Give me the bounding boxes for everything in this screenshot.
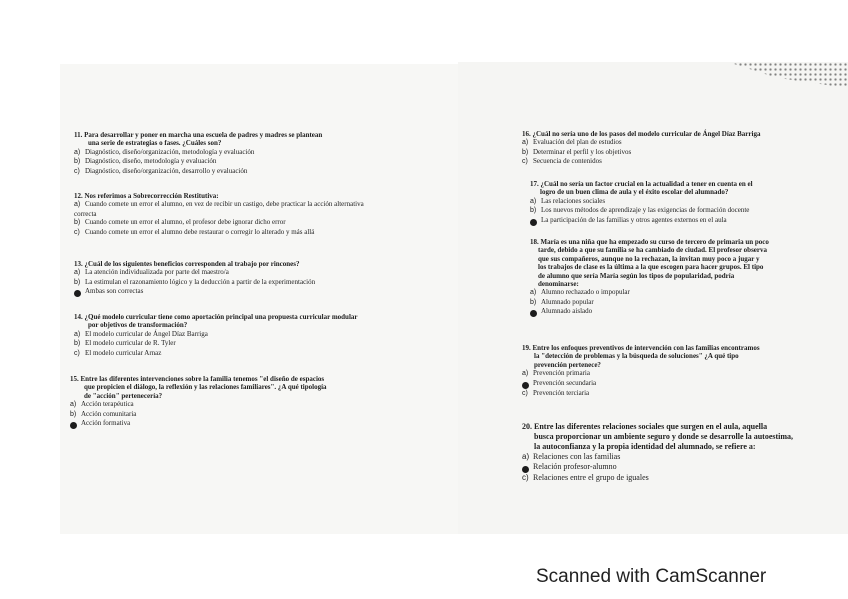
question-13 — [74, 260, 315, 297]
option-letter: b) — [530, 298, 537, 306]
answer-option[interactable] — [74, 278, 315, 287]
option-text: Cuando comete un error el alumno debe restaurar o corregir lo alterado y más allá — [85, 227, 315, 236]
option-letter: a) — [522, 452, 530, 461]
option-letter: a) — [74, 330, 81, 338]
option-text: El modelo curricular de R. Tyler — [85, 339, 176, 348]
answer-option[interactable] — [522, 138, 760, 147]
question-title-line: una serie de estrategias o fases. ¿Cuáles son? — [88, 139, 222, 148]
selected-circle-mark — [522, 382, 529, 389]
question-17 — [530, 180, 753, 226]
question-12 — [74, 192, 374, 237]
answer-option[interactable] — [74, 148, 322, 157]
question-title-line: 17. ¿Cuál no sería un factor crucial en la actualidad a tener en cuenta en el — [530, 180, 753, 188]
option-letter — [70, 420, 81, 429]
option-text: El modelo curricular de Ángel Díaz Barriga — [85, 329, 208, 338]
answer-option[interactable] — [74, 268, 315, 277]
question-title-line: prevención pertenece? — [534, 360, 601, 369]
question-title-line: que propicien el diálogo, la reflexión y las relaciones familiares". ¿A qué tipología — [84, 383, 327, 392]
option-letter — [530, 217, 541, 226]
option-text: Relación profesor-alumno — [533, 462, 617, 471]
option-text: Prevención secundaria — [533, 378, 597, 387]
question-title-line: denominarse: — [538, 280, 579, 289]
option-text: Relaciones con las familias — [533, 452, 621, 461]
answer-option-selected[interactable] — [530, 307, 769, 317]
question-title-line: 18. María es una niña que ha empezado su curso de tercero de primaria un poco — [530, 238, 769, 246]
question-title-line: 13. ¿Cuál de los siguientes beneficios corresponden al trabajo por rincones? — [74, 260, 300, 268]
option-letter: c) — [522, 389, 528, 397]
option-letter: a) — [74, 269, 81, 277]
option-text: Diagnóstico, diseño/organización, metodología y evaluación — [85, 147, 255, 156]
question-15 — [70, 375, 327, 429]
selected-circle-mark — [522, 466, 529, 473]
option-letter: b) — [74, 158, 81, 166]
question-16 — [522, 130, 760, 167]
answer-option-selected[interactable] — [522, 462, 793, 473]
option-text: Diagnóstico, diseño, metodología y evaluación — [85, 157, 217, 166]
answer-option[interactable] — [530, 197, 753, 206]
option-letter: b) — [522, 148, 529, 156]
option-text: Determinar el perfil y los objetivos — [533, 147, 632, 156]
option-letter: a) — [530, 289, 537, 297]
option-text: Prevención terciaria — [533, 388, 590, 397]
option-text: La estimulan el razonamiento lógico y la deducción a partir de la experimentación — [85, 277, 316, 286]
question-title-line: 20. Entre las diferentes relaciones sociales que surgen en el aula, aquella — [522, 422, 768, 431]
selected-circle-mark — [74, 290, 81, 297]
option-text: Cuando comete un error el alumno, en vez de recibir un castigo, debe practicar la acción alternativa correcta — [74, 200, 364, 218]
question-title-line: 19. Entre los enfoques preventivos de intervención con las familias encontramos — [522, 344, 760, 352]
option-letter: c) — [522, 158, 528, 166]
question-title-line: por objetivos de transformación? — [88, 321, 188, 330]
option-text: La participación de las familias y otros agentes externos en el aula — [541, 215, 727, 224]
option-letter: b) — [70, 410, 77, 418]
option-letter: a) — [74, 201, 81, 209]
option-letter: a) — [530, 197, 537, 205]
option-text: Las relaciones sociales — [541, 196, 606, 205]
question-title-line: los trabajos de clase es la última a la que escogen para hacer grupos. El tipo — [538, 263, 764, 272]
question-title-line: 15. Entre las diferentes intervenciones sobre la familia tenemos "el diseño de espacios — [70, 375, 325, 383]
answer-option-selected[interactable] — [70, 419, 327, 429]
question-title-line: 14. ¿Qué modelo curricular tiene como aportación principal una propuesta curricular modular — [74, 313, 358, 321]
answer-option[interactable] — [70, 400, 327, 409]
option-letter — [522, 380, 533, 389]
answer-option[interactable] — [74, 349, 358, 358]
option-text: Evaluación del plan de estudios — [533, 138, 622, 147]
option-letter: b) — [530, 207, 537, 215]
option-letter: c) — [522, 473, 529, 482]
option-text: Secuencia de contenidos — [533, 157, 602, 166]
answer-option[interactable] — [74, 228, 374, 237]
answer-option[interactable] — [74, 339, 358, 348]
selected-circle-mark — [530, 310, 537, 317]
answer-option-selected[interactable] — [74, 287, 315, 297]
question-title-line: la autoconfianza y la propia identidad del alumnado, se refiere a: — [534, 442, 756, 451]
answer-option[interactable] — [74, 200, 374, 218]
question-19 — [522, 344, 760, 398]
option-letter: b) — [74, 278, 81, 286]
option-text: Prevención primaria — [533, 369, 590, 378]
option-text: Alumno rechazado o impopular — [541, 288, 630, 297]
question-title-line: 16. ¿Cuál no sería uno de los pasos del modelo curricular de Ángel Díaz Barriga — [522, 130, 761, 138]
answer-option[interactable] — [522, 389, 760, 398]
selected-circle-mark — [70, 422, 77, 429]
question-title-line: tarde, debido a que su familia se ha cambiado de ciudad. El profesor observa — [538, 246, 768, 255]
option-text: Acción comunitaria — [81, 409, 137, 418]
option-letter: a) — [70, 401, 77, 409]
question-title-line: 12. Nos referimos a Sobrecorrección Restitutiva: — [74, 192, 219, 200]
answer-option[interactable] — [74, 330, 358, 339]
option-text: Alumnado aislado — [541, 307, 593, 316]
option-letter: a) — [522, 139, 529, 147]
question-20 — [522, 422, 793, 483]
option-text: Acción formativa — [81, 419, 131, 428]
question-title-line: que sus compañeros, aunque no la rechazan, la invitan muy poco a jugar y — [538, 254, 760, 263]
question-title-line: la "detección de problemas y la búsqueda de soluciones" ¿A qué tipo — [534, 352, 739, 361]
option-text: La atención individualizada por parte del maestro/a — [85, 268, 229, 277]
answer-option[interactable] — [522, 369, 760, 378]
option-text: Acción terapéutica — [81, 400, 134, 409]
option-text: Alumnado popular — [541, 297, 594, 306]
answer-option[interactable] — [522, 452, 793, 462]
answer-option[interactable] — [522, 148, 760, 157]
option-text: Diagnóstico, diseño/organización, desarrollo y evaluación — [85, 166, 248, 175]
option-letter — [530, 308, 541, 317]
answer-option-selected[interactable] — [530, 216, 753, 226]
answer-option[interactable] — [74, 157, 322, 166]
answer-option[interactable] — [530, 298, 769, 307]
option-letter: c) — [74, 349, 80, 357]
camscanner-watermark: Scanned with CamScanner — [536, 566, 767, 587]
question-title-line: busca proporcionar un ambiente seguro y donde se desarrolle la autoestima, — [534, 432, 794, 441]
option-letter — [74, 288, 85, 297]
option-text: Relaciones entre el grupo de iguales — [533, 473, 649, 482]
answer-option[interactable] — [530, 288, 769, 297]
option-letter: b) — [74, 340, 81, 348]
question-title-line: logro de un buen clima de aula y el éxito escolar del alumnado? — [540, 188, 729, 197]
option-letter: b) — [74, 219, 81, 227]
answer-option[interactable] — [522, 157, 760, 166]
answer-option-selected[interactable] — [522, 379, 760, 389]
question-title-line: de "acción" pertenecería? — [84, 391, 163, 400]
answer-option[interactable] — [530, 206, 753, 215]
option-text: El modelo curricular Arnaz — [85, 348, 162, 357]
answer-option[interactable] — [522, 473, 793, 483]
option-letter: c) — [74, 228, 80, 236]
option-text: Ambas son correctas — [85, 287, 144, 296]
question-title-line: 11. Para desarrollar y poner en marcha una escuela de padres y madres se plantean — [74, 131, 323, 139]
answer-option[interactable] — [74, 167, 322, 176]
option-letter — [522, 462, 533, 473]
option-letter: c) — [74, 167, 80, 175]
selected-circle-mark — [530, 219, 537, 226]
option-text: Cuando comete un error el alumno, el profesor debe ignorar dicho error — [85, 218, 286, 227]
question-18 — [530, 238, 769, 317]
question-14 — [74, 313, 358, 358]
question-11 — [74, 131, 322, 176]
option-letter: a) — [522, 370, 529, 378]
option-letter: a) — [74, 148, 81, 156]
option-text: Los nuevos métodos de aprendizaje y las exigencias de formación docente — [541, 206, 750, 215]
answer-option[interactable] — [74, 218, 374, 227]
answer-option[interactable] — [70, 410, 327, 419]
question-title-line: de alumno que sería María según los tipos de popularidad, podría — [538, 271, 735, 280]
